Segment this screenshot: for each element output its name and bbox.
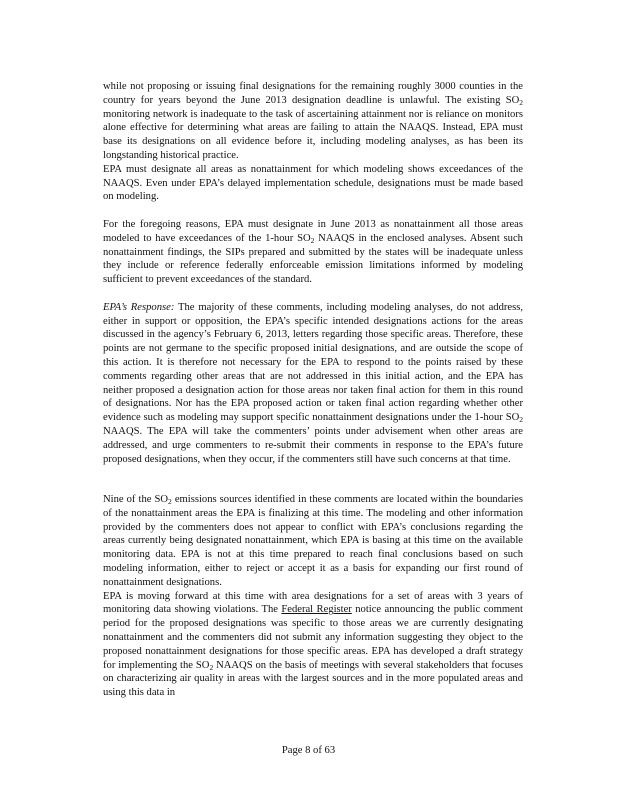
federal-register-reference: Federal Register: [281, 604, 352, 616]
response-label: EPA’s Response:: [103, 301, 175, 313]
paragraph-foregoing-reasons: For the foregoing reasons, EPA must designate in June 2013 as nonattainment all those areas modeled to have exceedances of the 1-hour $SO_2$ NAAQS in the enclosed analyses. Absent such nonattainment findings, the SIPs prepared and submitted by the states will be inadequate unless they include or reference federally enforceable emission limitations informed by modeling sufficient to prevent exceedances of the standard.: [103, 218, 523, 286]
paragraph-epa-response: EPA’s Response: The majority of these comments, including modeling analyses, do not address, either in support or opposition, the EPA’s specific intended designations actions for the areas discussed in the agency’s February 6, 2013, letters regarding those specific areas. Therefore, these points are not germane to the specific proposed initial designations, and are outside the scope of this action. It is therefore not necessary for the EPA to respond to the points raised by these comments regarding other areas that are not addressed in this initial action, and the EPA has neither proposed a designation action for those areas nor taken final action for them in this round of designations. Nor has the EPA proposed action or taken final action regarding whether other evidence such as modeling may support specific nonattainment designations under the 1-hour $SO_2$ NAAQS. The EPA will take the commenters’ points under advisement when other areas are addressed, and urge commenters to re-submit their comments in response to the EPA’s future proposed designations, when they occur, if the commenters still have such concerns at that time.: [103, 301, 524, 465]
paragraph-designation-deadline: while not proposing or issuing final designations for the remaining roughly 3000 counties in the country for years beyond the June 2013 designation deadline is unlawful. The existing $SO_2$ monitoring network is inadequate to the task of ascertaining attainment nor is reliance on monitors alone effective for determining what areas are failing to attain the NAAQS. Instead, EPA must base its designations on all evidence before it, including modeling analyses, as has been its longstanding historical practice.: [103, 81, 523, 161]
paragraph-modeling-requirement: EPA must designate all areas as nonattainment for which modeling shows exceedances of the NAAQS. Even under EPA’s delayed implementation schedule, designations must be made based on modeling.: [103, 163, 523, 203]
paragraph-nine-sources: Nine of the $SO_2$ emissions sources identified in these comments are located within the boundaries of the nonattainment areas the EPA is finalizing at this time. The modeling and other information provided by the commenters does not appear to conflict with EPA’s conclusions regarding the areas currently being designated nonattainment, which EPA is basing at this time on the available monitoring data. EPA is not at this time prepared to reach final conclusions based on such modeling information, either to reject or accept it as a basis for expanding our first round of nonattainment designations.: [103, 494, 524, 588]
body-text-bottom: [103, 493, 523, 700]
paragraph-moving-forward: EPA is moving forward at this time with area designations for a set of areas with 3 years of monitoring data showing violations. The Federal Register notice announcing the public comment period for the proposed designations was specific to those areas we are currently designating nonattainment and the commenters did not submit any information suggesting they object to the proposed nonattainment designations for those specific areas. EPA has developed a draft strategy for implementing the $SO_2$ NAAQS on the basis of meetings with several stakeholders that focuses on characterizing air quality in areas with the largest sources and in the more populated areas and using this data in: [103, 590, 524, 699]
body-text-top: [103, 80, 523, 466]
page-number: Page 8 of 63: [281, 745, 336, 756]
